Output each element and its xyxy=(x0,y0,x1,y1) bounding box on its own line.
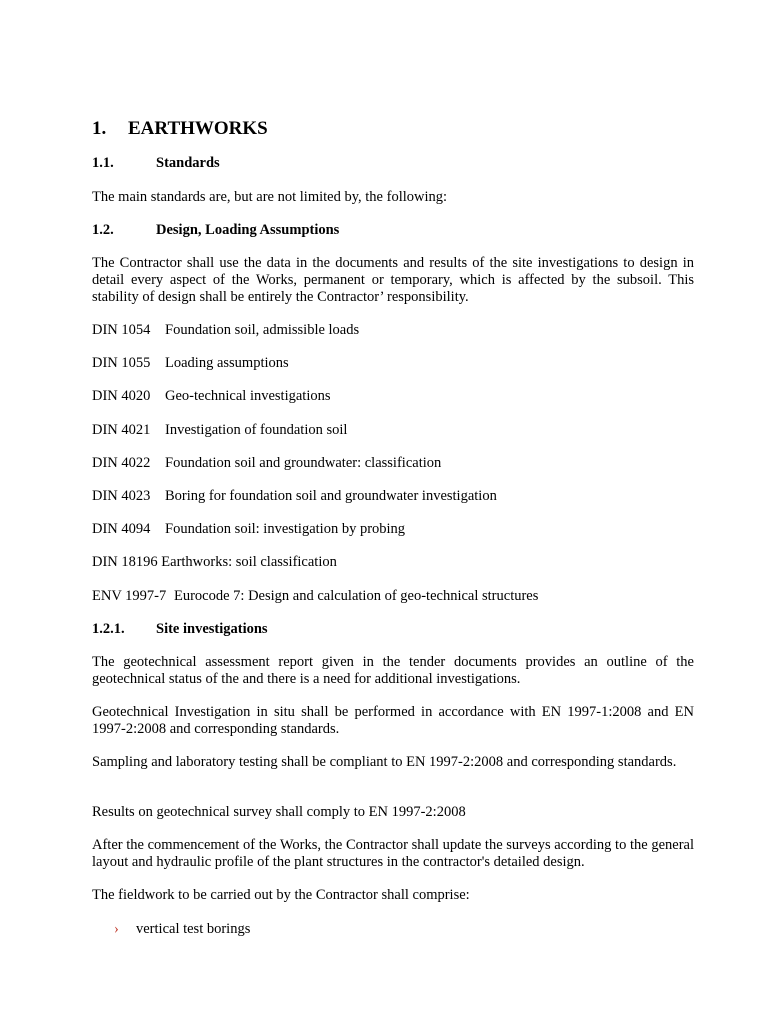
heading-standards xyxy=(92,155,220,172)
section-title: Design, Loading Assumptions xyxy=(156,222,340,238)
paragraph-geotechnical-insitu: Geotechnical Investigation in situ shall be performed in accordance with EN 1997-1:2008 and EN 1997-2:2008 and corresponding standards. xyxy=(92,704,694,737)
standard-item xyxy=(92,554,337,571)
standard-description: Boring for foundation soil and groundwater investigation xyxy=(165,488,497,504)
standard-description: Earthworks: soil classification xyxy=(161,554,337,570)
standard-code: DIN 4094 xyxy=(92,521,151,537)
section-number: 1.2. xyxy=(92,222,114,238)
paragraph-sampling-testing: Sampling and laboratory testing shall be compliant to EN 1997-2:2008 and corresponding standards. xyxy=(92,754,677,770)
standard-item xyxy=(92,355,289,372)
standard-description: Foundation soil: investigation by probing xyxy=(165,521,406,537)
standard-code: DIN 1054 xyxy=(92,322,151,338)
standard-description: Foundation soil and groundwater: classification xyxy=(165,455,442,471)
standard-code: ENV 1997-7 xyxy=(92,588,167,604)
section-title: Site investigations xyxy=(156,621,268,637)
standard-item xyxy=(92,488,497,505)
paragraph-results-survey: Results on geotechnical survey shall comply to EN 1997-2:2008 xyxy=(92,804,466,820)
standard-item xyxy=(92,455,441,472)
paragraph-contractor-design: The Contractor shall use the data in the documents and results of the site investigations to design in detail every aspect of the Works, permanent or temporary, which is affected by the subsoil. This stability of design shall be entirely the Contractor’ responsibility. xyxy=(92,255,694,305)
standard-code: DIN 4021 xyxy=(92,422,151,438)
standard-code: DIN 18196 xyxy=(92,554,158,570)
heading-design-loading xyxy=(92,222,339,239)
heading-site-investigations xyxy=(92,621,268,638)
standard-description: Investigation of foundation soil xyxy=(165,422,348,438)
heading-number: 1. xyxy=(92,118,107,139)
standard-code: DIN 4020 xyxy=(92,388,151,404)
list-item-text: vertical test borings xyxy=(136,921,251,937)
standard-description: Loading assumptions xyxy=(165,355,289,371)
section-number: 1.2.1. xyxy=(92,621,125,637)
paragraph-fieldwork: The fieldwork to be carried out by the Contractor shall comprise: xyxy=(92,887,470,903)
list-item xyxy=(92,921,250,938)
standard-code: DIN 4022 xyxy=(92,455,151,471)
standard-code: DIN 4023 xyxy=(92,488,151,504)
bullet-chevron-icon: › xyxy=(114,921,119,937)
heading-earthworks xyxy=(92,118,268,140)
standard-item xyxy=(92,521,405,538)
paragraph-geotechnical-report: The geotechnical assessment report given in the tender documents provides an outline of the geotechnical status of the and there is a need for additional investigations. xyxy=(92,654,694,687)
paragraph-main-standards: The main standards are, but are not limited by, the following: xyxy=(92,189,448,205)
standard-description: Geo-technical investigations xyxy=(165,388,331,404)
standard-description: Foundation soil, admissible loads xyxy=(165,322,360,338)
standard-item xyxy=(92,322,359,339)
standard-item xyxy=(92,588,538,605)
paragraph-after-commencement: After the commencement of the Works, the Contractor shall update the surveys according to the general layout and hydraulic profile of the plant structures in the contractor's detailed design. xyxy=(92,837,694,870)
standard-code: DIN 1055 xyxy=(92,355,151,371)
standard-description: Eurocode 7: Design and calculation of geo-technical structures xyxy=(174,588,539,604)
standard-item xyxy=(92,422,347,439)
standard-item xyxy=(92,388,331,405)
section-title: Standards xyxy=(156,155,220,171)
section-number: 1.1. xyxy=(92,155,114,171)
heading-title: EARTHWORKS xyxy=(128,118,268,139)
